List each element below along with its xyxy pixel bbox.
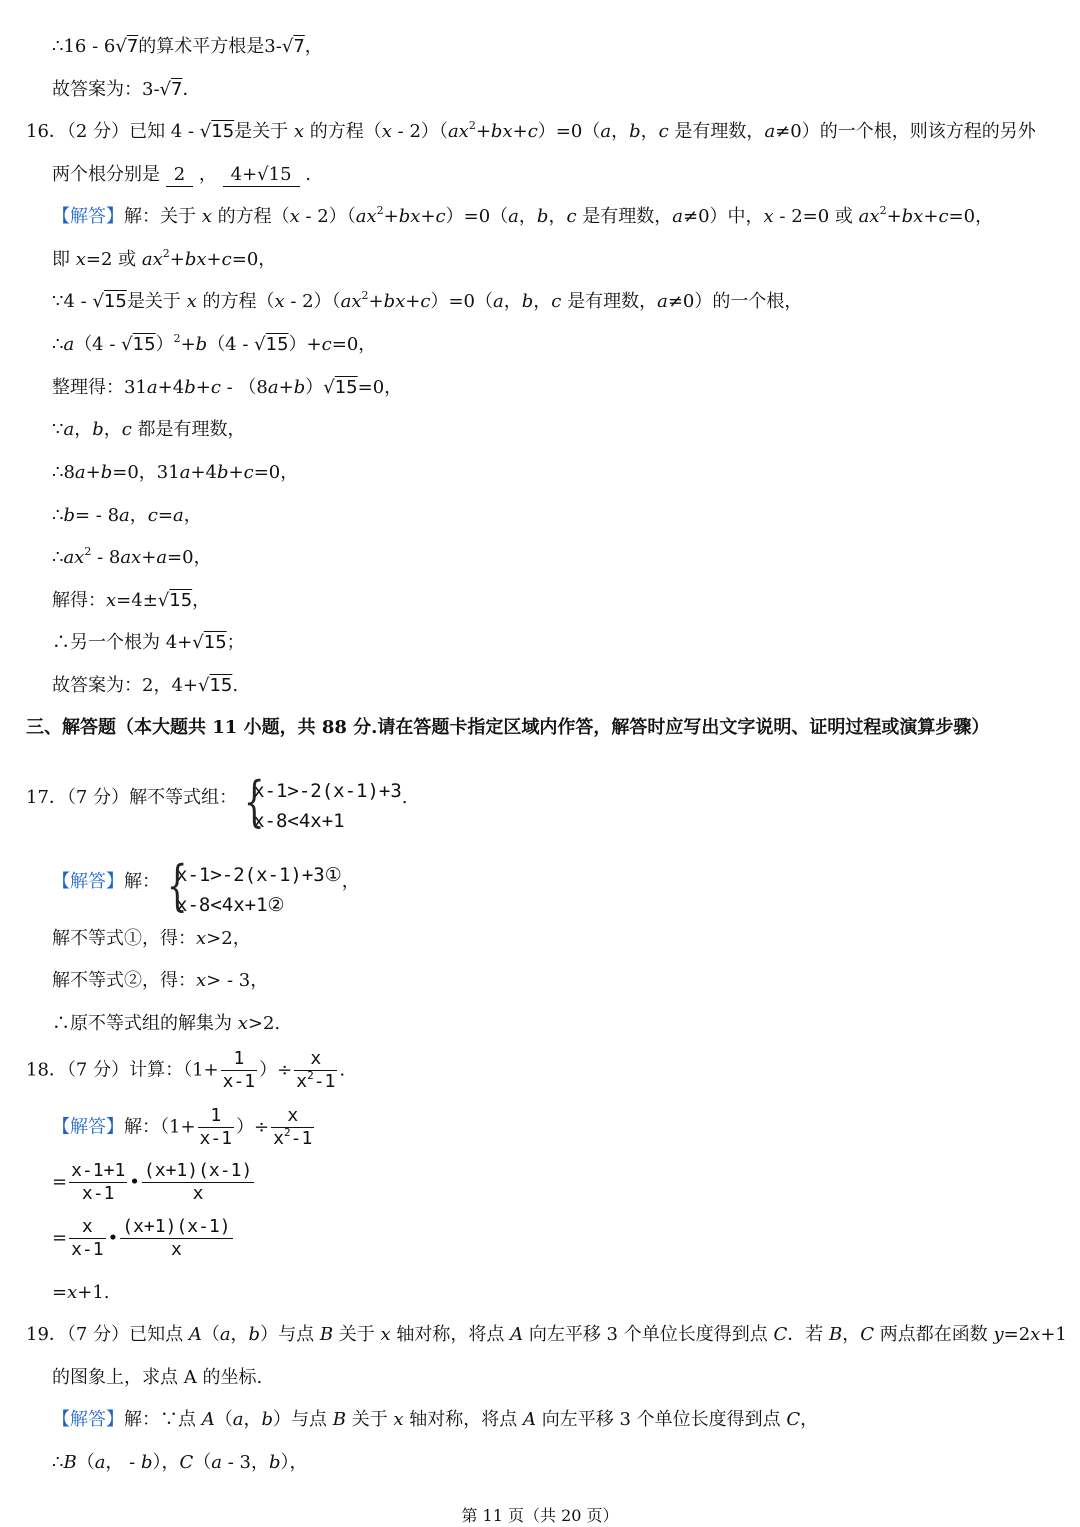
fraction: $\frac{(x+1)(x-1)}{x}$ bbox=[143, 1160, 253, 1204]
question-19-cont: 的图象上，求点 A 的坐标. bbox=[52, 1367, 263, 1388]
solution-16-intro: 【解答】解：关于 x 的方程$(x - 2)(ax^2+bx+c)=0(a$，b，c 是有理数，a≠0）中，x - 2=0 或 $ax^2+bx+c=0$， bbox=[52, 204, 994, 227]
solution-line: ∴B（a， - b），C（a - 3，b）， bbox=[52, 1452, 308, 1473]
answer-line: 故答案为：3-√7． bbox=[52, 79, 201, 100]
question-16: 16．（2 分）已知 4 - √15是关于 x 的方程$(x - 2)(ax^2+bx+c)=0(a$，b，c 是有理数，a≠0）的一个根，则该方程的另外 bbox=[26, 119, 1036, 142]
fraction: $\frac{(x+1)(x-1)}{x}$ bbox=[122, 1216, 231, 1260]
fraction: $\frac{x}{x-1}$ bbox=[71, 1216, 104, 1260]
solution-line: ∴a（4 - √15）$^2$+b（4 - √15）+c=0， bbox=[52, 332, 377, 355]
section-heading: 三、解答题（本大题共 11 小题，共 88 分.请在答题卡指定区域内作答，解答时应写出文字说明、证明过程或演算步骤） bbox=[26, 717, 990, 738]
solution-line: = $\frac{x}{x-1}$ • $\frac{(x+1)(x-1)}{x}$ bbox=[52, 1216, 231, 1260]
solution-line: 即 x=2 或 $ax^2+bx+c=0$， bbox=[52, 247, 277, 270]
solution-line: =x+1. bbox=[52, 1282, 110, 1303]
question-18: 18．（7 分）计算：（1+ $\frac{1}{x-1}$ ）÷ $\frac{x}{x^2-1}$ . bbox=[26, 1048, 346, 1092]
fraction: $\frac{1}{x-1}$ bbox=[222, 1048, 256, 1092]
inequality-2: x-8<4x+1② bbox=[176, 894, 285, 916]
fraction: $\frac{x}{x^2-1}$ bbox=[296, 1048, 336, 1092]
page-footer: 第 11 页（共 20 页） bbox=[461, 1506, 619, 1525]
fraction: $\frac{x-1+1}{x-1}$ bbox=[71, 1160, 126, 1204]
solution-17-intro: 【解答】解： { x-1>-2(x-1)+3① x-8<4x+1② ， bbox=[52, 860, 360, 920]
blank-answer-2: 4+√15 bbox=[223, 164, 300, 187]
solution-line: ∴16 - 6√7的算术平方根是3-√7， bbox=[52, 36, 323, 57]
solution-tag: 【解答】 bbox=[52, 1409, 124, 1430]
inequality-2: x-8<4x+1 bbox=[253, 810, 345, 832]
solution-19-intro: 【解答】解：∵点 A（a，b）与点 B 关于 x 轴对称，将点 A 向左平移 3 个单位长度得到点 C， bbox=[52, 1409, 819, 1430]
question-18-label: 18．（7 分）计算： bbox=[26, 1059, 184, 1081]
solution-line: 解不等式②，得：x> - 3， bbox=[52, 970, 269, 991]
solution-tag: 【解答】 bbox=[52, 206, 124, 227]
fraction: $\frac{1}{x-1}$ bbox=[199, 1105, 233, 1149]
solution-line: ∴8a+b=0，31a+4b+c=0， bbox=[52, 462, 299, 483]
question-17: 17．（7 分）解不等式组： { x-1>-2(x-1)+3 x-8<4x+1 . bbox=[26, 776, 408, 836]
blank-answer-1: 2 bbox=[166, 164, 193, 187]
solution-line: $\therefore ax^2 - 8ax+a=0$， bbox=[52, 545, 212, 568]
solution-line: ∵4 - √15是关于 x 的方程$(x - 2)(ax^2+bx+c)=0(a$，b，c 是有理数，a≠0）的一个根， bbox=[52, 289, 803, 312]
answer-line: 故答案为：2，4+√15. bbox=[52, 675, 239, 696]
question-19: 19．（7 分）已知点 A（a，b）与点 B 关于 x 轴对称，将点 A 向左平移 3 个单位长度得到点 C．若 B，C 两点都在函数 y=2x+1 bbox=[26, 1324, 1067, 1345]
inequality-1: x-1>-2(x-1)+3 bbox=[253, 780, 402, 802]
solution-line: ∴b= - 8a，c=a， bbox=[52, 505, 202, 526]
solution-line: 解不等式①，得：x>2， bbox=[52, 928, 251, 949]
solution-tag: 【解答】 bbox=[52, 871, 124, 892]
question-16-cont: 两个根分别是 2 ， 4+√15 . bbox=[52, 164, 312, 185]
solution-18-intro: 【解答】解：（1+ $\frac{1}{x-1}$ ）÷ $\frac{x}{x^2-1}$ bbox=[52, 1105, 313, 1149]
solution-line: ∴原不等式组的解集为 x>2. bbox=[52, 1013, 281, 1034]
solution-line: 整理得：31a+4b+c - （8a+b）√15=0， bbox=[52, 377, 403, 398]
inequality-1: x-1>-2(x-1)+3① bbox=[176, 864, 342, 886]
fraction: $\frac{x}{x^2-1}$ bbox=[273, 1105, 313, 1149]
solution-tag: 【解答】 bbox=[52, 1116, 124, 1138]
question-17-label: 17．（7 分）解不等式组： bbox=[26, 787, 238, 808]
inequality-system-answer: { x-1>-2(x-1)+3① x-8<4x+1② bbox=[160, 860, 342, 920]
solution-line: ∵a，b，c 都是有理数， bbox=[52, 419, 246, 440]
inequality-system: { x-1>-2(x-1)+3 x-8<4x+1 bbox=[237, 776, 402, 836]
solution-line: = $\frac{x-1+1}{x-1}$ • $\frac{(x+1)(x-1)}{x}$ bbox=[52, 1160, 253, 1204]
solution-line: ∴另一个根为 4+√15； bbox=[52, 632, 245, 653]
solution-line: 解得：x=4±√15， bbox=[52, 590, 211, 611]
